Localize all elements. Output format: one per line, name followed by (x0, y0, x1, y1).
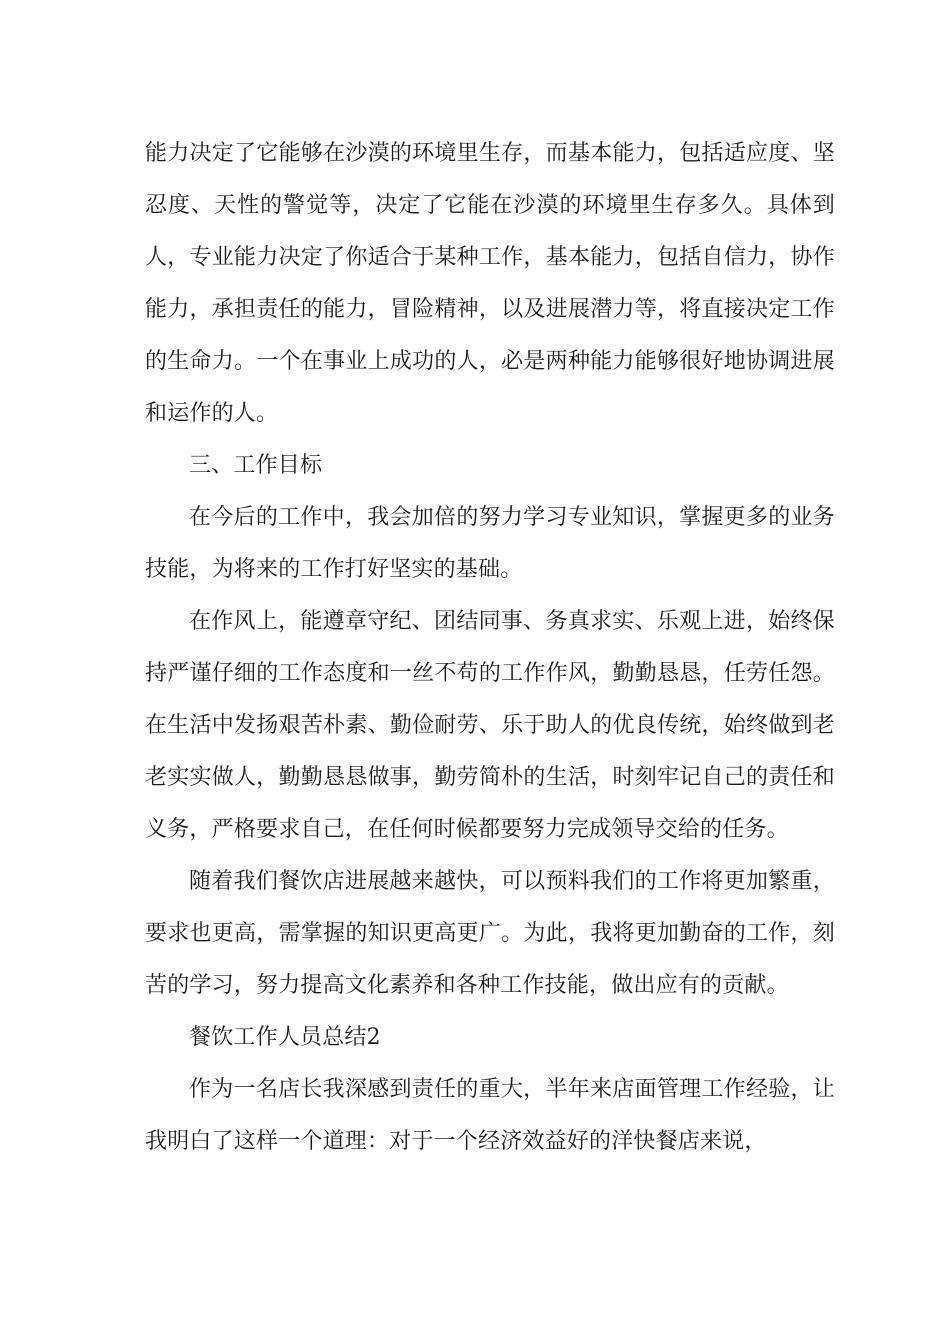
paragraph-future-work: 随着我们餐饮店进展越来越快，可以预料我们的工作将更加繁重，要求也更高，需掌握的知识更高更广。为此，我将更加勤奋的工作，刻苦的学习，努力提高文化素养和各种工作技能，做出应有的贡献。 (145, 869, 835, 998)
section-heading-summary-2: 餐饮工作人员总结2 (189, 1025, 381, 1050)
paragraph-abilities: 能力决定了它能够在沙漠的环境里生存，而基本能力，包括适应度、坚忍度、天性的警觉等，决定了它能在沙漠的环境里生存多久。具体到人，专业能力决定了你适合于某种工作，基本能力，包括自信力，协作能力，承担责任的能力，冒险精神，以及进展潜力等，将直接决定工作的生命力。一个在事业上成功的人，必是两种能力能够很好地协调进展和运作的人。 (145, 141, 835, 426)
document-body (145, 128, 835, 1168)
paragraph-work-style: 在作风上，能遵章守纪、团结同事、务真求实、乐观上进，始终保持严谨仔细的工作态度和一丝不苟的工作作风，勤勤恳恳，任劳任怨。在生活中发扬艰苦朴素、勤俭耐劳、乐于助人的优良传统，始终做到老老实实做人，勤勤恳恳做事，勤劳简朴的生活，时刻牢记自己的责任和义务，严格要求自己，在任何时候都要努力完成领导交给的任务。 (145, 609, 835, 842)
paragraph-store-manager: 作为一名店长我深感到责任的重大，半年来店面管理工作经验，让我明白了这样一个道理：对于一个经济效益好的洋快餐店来说， (145, 1077, 835, 1154)
paragraph-study-plan: 在今后的工作中，我会加倍的努力学习专业知识，掌握更多的业务技能，为将来的工作打好坚实的基础。 (145, 505, 835, 582)
section-heading-work-goals: 三、工作目标 (189, 453, 323, 478)
